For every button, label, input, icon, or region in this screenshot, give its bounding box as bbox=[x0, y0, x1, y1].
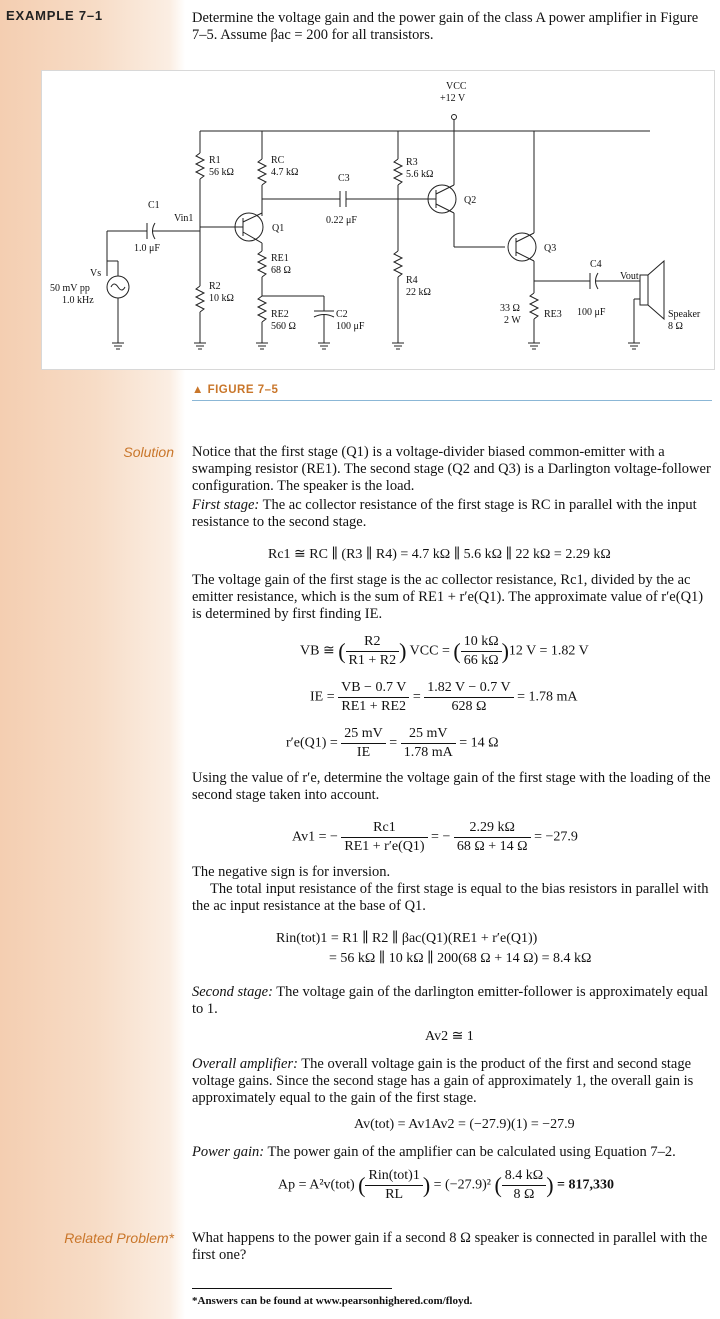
solution-p2 bbox=[192, 497, 712, 531]
label-vs: Vs bbox=[90, 268, 102, 279]
speaker bbox=[640, 275, 648, 305]
footnote: *Answers can be found at www.pearsonhighered.com/floyd. bbox=[192, 1288, 392, 1307]
second-stage-heading: Second stage: bbox=[192, 984, 273, 1000]
label-re2: RE2 bbox=[271, 309, 289, 320]
solution-p4: Using the value of r′e, determine the voltage gain of the first stage with the loading of the second stage taken into account. bbox=[192, 770, 711, 803]
av1-num1: Rc1 bbox=[341, 820, 427, 838]
eq-vb: VB ≅ ( $\frac{R2}{R1 + R2}$ ) VCC = ( $\frac{10 k\Omega}{66 k\Omega}$ )12 V = 1.82 V bbox=[300, 634, 589, 668]
label-r1: R1 bbox=[209, 155, 221, 166]
av1-lhs: Av1 = − bbox=[292, 829, 338, 845]
ie-den2: 628 Ω bbox=[451, 699, 487, 714]
label-c1-val: 1.0 μF bbox=[134, 243, 160, 254]
power-gain-heading: Power gain: bbox=[192, 1144, 265, 1160]
solution-p6: The total input resistance of the first stage is equal to the bias resistors in parallel with the ac input resistance at the base of Q1. bbox=[192, 881, 709, 914]
label-c4-val: 100 μF bbox=[577, 307, 606, 318]
vb-den2: 66 kΩ bbox=[463, 653, 499, 668]
ap-num2: 8.4 kΩ bbox=[502, 1168, 546, 1186]
solution-label: Solution bbox=[123, 444, 174, 460]
resistor-rc bbox=[258, 159, 266, 185]
label-vcc: VCC bbox=[446, 81, 467, 92]
label-r3-val: 5.6 kΩ bbox=[406, 169, 434, 180]
power-gain-text: The power gain of the amplifier can be calculated using Equation 7–2. bbox=[264, 1144, 676, 1160]
solution-p8 bbox=[192, 1056, 712, 1107]
label-c4: C4 bbox=[590, 259, 602, 270]
example-statement: Determine the voltage gain and the power gain of the class A power amplifier in Figure 7–5. Assume βac = 200 for all transistors. bbox=[192, 10, 699, 43]
ap-res: = 817,330 bbox=[557, 1177, 615, 1193]
label-c2-val: 100 μF bbox=[336, 321, 365, 332]
ap-mid: = (−27.9)² bbox=[433, 1177, 491, 1193]
eq-rc1: Rc1 ≅ RC ∥ (R3 ∥ R4) = 4.7 kΩ ∥ 5.6 kΩ ∥ 22 kΩ = 2.29 kΩ bbox=[268, 547, 611, 562]
label-re3-val2: 2 W bbox=[504, 315, 521, 326]
first-stage-text: The ac collector resistance of the first stage is RC in parallel with the input resistance to the second stage. bbox=[192, 497, 697, 530]
ie-num2: 1.82 V − 0.7 V bbox=[424, 680, 513, 698]
label-vcc-val: +12 V bbox=[440, 93, 466, 104]
related-problem-label: Related Problem* bbox=[64, 1230, 174, 1246]
resistor-re1 bbox=[258, 251, 266, 277]
overall-heading: Overall amplifier: bbox=[192, 1056, 298, 1072]
label-re2-val: 560 Ω bbox=[271, 321, 296, 332]
label-vout: Vout bbox=[620, 271, 639, 282]
resistor-r1 bbox=[196, 153, 204, 179]
label-rc-val: 4.7 kΩ bbox=[271, 167, 299, 178]
label-c2: C2 bbox=[336, 309, 348, 320]
re-num2: 25 mV bbox=[401, 726, 456, 744]
ap-den1: RL bbox=[385, 1187, 404, 1202]
first-stage-heading: First stage: bbox=[192, 497, 260, 513]
resistor-r2 bbox=[196, 286, 204, 312]
av1-num2: 2.29 kΩ bbox=[454, 820, 531, 838]
solution-body bbox=[192, 444, 712, 531]
solution-p9 bbox=[192, 1144, 712, 1161]
label-c1: C1 bbox=[148, 200, 160, 211]
re-lhs: r′e(Q1) = bbox=[286, 735, 338, 751]
resistor-re3 bbox=[530, 293, 538, 319]
label-re3: RE3 bbox=[544, 309, 562, 320]
label-r2: R2 bbox=[209, 281, 221, 292]
resistor-r3 bbox=[394, 159, 402, 185]
label-vs-val2: 1.0 kHz bbox=[62, 295, 94, 306]
transistor-q3 bbox=[508, 233, 536, 261]
label-re1: RE1 bbox=[271, 253, 289, 264]
re-den1: IE bbox=[356, 745, 371, 760]
label-c3: C3 bbox=[338, 173, 350, 184]
solution-p3: The voltage gain of the first stage is the ac collector resistance, Rc1, divided by the ac emitter resistance, which is the sum of RE1 + r′e(Q1). The approximate value of r′e(Q1) is determined by first finding IE. bbox=[192, 572, 704, 622]
vb-res: 12 V = 1.82 V bbox=[508, 643, 589, 659]
ground-symbols bbox=[112, 343, 640, 349]
av1-mid: = − bbox=[431, 829, 451, 845]
resistor-re2 bbox=[258, 296, 266, 322]
av1-den2: 68 Ω + 14 Ω bbox=[456, 839, 528, 854]
label-rc: RC bbox=[271, 155, 285, 166]
eq-av2: Av2 ≅ 1 bbox=[425, 1029, 474, 1044]
vb-num1: R2 bbox=[346, 634, 400, 652]
vb-mid: VCC = bbox=[409, 643, 450, 659]
label-q2: Q2 bbox=[464, 195, 477, 206]
vb-num2: 10 kΩ bbox=[461, 634, 502, 652]
label-r4-val: 22 kΩ bbox=[406, 287, 431, 298]
label-speaker: Speaker bbox=[668, 309, 701, 320]
circuit-figure bbox=[41, 70, 715, 370]
resistor-r4 bbox=[394, 251, 402, 277]
label-r1-val: 56 kΩ bbox=[209, 167, 234, 178]
eq-av1 bbox=[292, 820, 578, 855]
eq-ap: Ap = A²v(tot) ( $\frac{\text{Rin(tot)1}}{RL}$ ) = (−27.9)² ( $\frac{8.4 k\Omega}{8 \Omega}$ ) = 817,330 bbox=[278, 1168, 615, 1202]
label-r2-val: 10 kΩ bbox=[209, 293, 234, 304]
eq-rin2: = 56 kΩ ∥ 10 kΩ ∥ 200(68 Ω + 14 Ω) = 8.4 kΩ bbox=[329, 951, 592, 966]
eq-avtot: Av(tot) = Av1Av2 = (−27.9)(1) = −27.9 bbox=[354, 1117, 575, 1132]
re-num1: 25 mV bbox=[341, 726, 386, 744]
vb-lhs: VB ≅ bbox=[300, 643, 335, 659]
ap-num1: Rin(tot)1 bbox=[365, 1168, 422, 1186]
av1-res: = −27.9 bbox=[534, 829, 578, 845]
solution-p1: Notice that the first stage (Q1) is a voltage-divider biased common-emitter with a swamping resistor (RE1). The second stage (Q2 and Q3) is a Darlington voltage-follower configuration. The speaker is the load. bbox=[192, 444, 711, 494]
figure-caption: ▲ FIGURE 7–5 bbox=[192, 384, 712, 401]
figure-caption-text: FIGURE 7–5 bbox=[207, 384, 279, 396]
overall-text: The overall voltage gain is the product of the first and second stage voltage gains. Since the second stage has a gain of approximately 1, the overall gain is approximately equal to the gain of the first stage. bbox=[192, 1056, 694, 1106]
label-c3-val: 0.22 μF bbox=[326, 215, 357, 226]
label-vin1: Vin1 bbox=[174, 213, 194, 224]
solution-p5: The negative sign is for inversion. bbox=[192, 864, 391, 880]
label-re3-val1: 33 Ω bbox=[500, 303, 520, 314]
ie-lhs: IE = bbox=[310, 689, 335, 705]
eq-ie: IE = $\frac{VB - 0.7 V}{RE1 + RE2}$ = $\frac{1.82 V - 0.7 V}{628 \Omega}$ = 1.78 mA bbox=[310, 680, 578, 714]
ap-lhs: Ap = A²v(tot) bbox=[278, 1177, 355, 1193]
av1-den1: RE1 + r′e(Q1) bbox=[344, 839, 425, 854]
second-stage-text: The voltage gain of the darlington emitter-follower is approximately equal to 1. bbox=[192, 984, 709, 1017]
label-vs-val1: 50 mV pp bbox=[50, 283, 90, 294]
vcc-terminal bbox=[452, 115, 457, 120]
circuit-diagram bbox=[42, 71, 714, 369]
solution-p5-p6 bbox=[192, 864, 712, 915]
eq-re: r′e(Q1) = $\frac{25 mV}{IE}$ = $\frac{25 mV}{1.78 mA}$ = 14 Ω bbox=[286, 726, 499, 760]
ie-den1: RE1 + RE2 bbox=[341, 699, 407, 714]
label-speaker-val: 8 Ω bbox=[668, 321, 683, 332]
label-q3: Q3 bbox=[544, 243, 557, 254]
ap-den2: 8 Ω bbox=[513, 1187, 535, 1202]
re-den2: 1.78 mA bbox=[403, 745, 453, 760]
related-problem-text: What happens to the power gain if a second 8 Ω speaker is connected in parallel with the first one? bbox=[192, 1230, 708, 1263]
eq-rin1: Rin(tot)1 = R1 ∥ R2 ∥ βac(Q1)(RE1 + r′e(Q1)) bbox=[276, 931, 538, 946]
re-res: = 14 Ω bbox=[459, 735, 499, 751]
example-label: EXAMPLE 7–1 bbox=[6, 8, 103, 23]
label-re1-val: 68 Ω bbox=[271, 265, 291, 276]
label-r4: R4 bbox=[406, 275, 418, 286]
solution-p7 bbox=[192, 984, 712, 1018]
ie-num1: VB − 0.7 V bbox=[338, 680, 409, 698]
vb-den1: R1 + R2 bbox=[348, 653, 397, 668]
ie-res: = 1.78 mA bbox=[517, 689, 578, 705]
label-r3: R3 bbox=[406, 157, 418, 168]
label-q1: Q1 bbox=[272, 223, 285, 234]
